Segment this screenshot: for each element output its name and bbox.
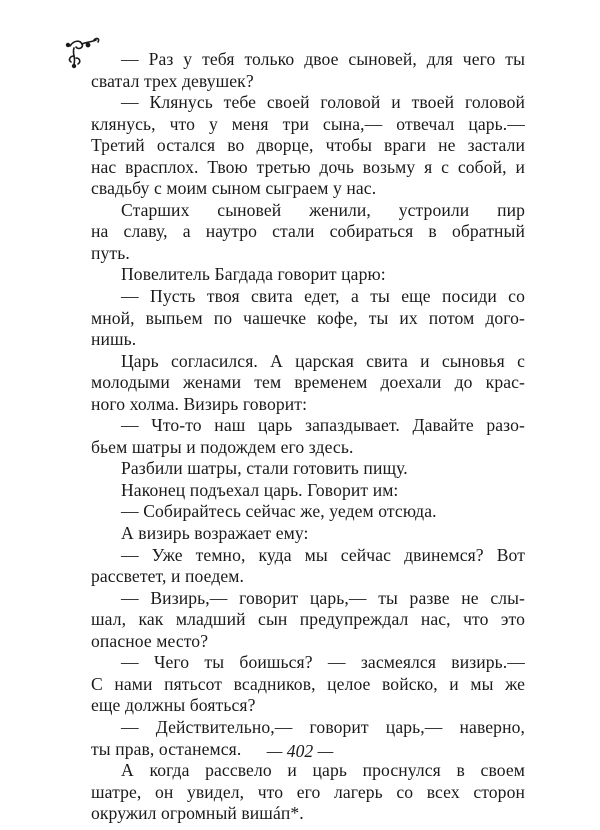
text-line: мной, выпьем по чашечке кофе, ты их потом дого- <box>91 307 525 328</box>
text-line: С нами пятьсот всадников, целое войско, и мы же <box>91 673 525 694</box>
text-line: еще должны бояться? <box>91 695 256 716</box>
text-line: бьем шатры и подождем его здесь. <box>91 436 354 457</box>
text-line: путь. <box>91 242 130 263</box>
text-line: А когда рассвело и царь проснулся в своем <box>121 760 525 781</box>
text-line: — Визирь,— говорит царь,— ты разве не слы- <box>121 587 525 608</box>
text-line: ты прав, останемся. <box>91 738 242 759</box>
text-line: шал, как младший сын предупреждал нас, что это <box>91 609 525 630</box>
text-line: клянусь, что у меня три сына,— отвечал царь.— <box>91 113 525 134</box>
text-line: Повелитель Багдада говорит царю: <box>121 264 386 285</box>
text-line: нишь. <box>91 329 137 350</box>
text-line: — Пусть твоя свита едет, а ты еще посиди со <box>121 286 525 307</box>
text-line: — Уже темно, куда мы сейчас двинемся? Вот <box>121 544 525 565</box>
text-line: — Чего ты боишься? — засмеялся визирь.— <box>121 652 525 673</box>
text-line: Старших сыновей женили, устроили пир <box>121 199 525 220</box>
text-line: Царь согласился. А царская свита и сыновья с <box>121 350 525 371</box>
text-line: Третий остался во дворце, чтобы враги не застали <box>91 135 525 156</box>
text-line: сватал трех девушек? <box>91 70 254 91</box>
body-text <box>91 49 525 825</box>
text-line: окружил огромный вишáп*. <box>91 803 304 824</box>
text-line: рассветет, и поедем. <box>91 566 245 587</box>
text-line: — Раз у тебя только двое сыновей, для чего ты <box>121 49 525 69</box>
page-number: — 402 — <box>266 741 334 761</box>
text-line: — Действительно,— говорит царь,— наверно, <box>121 716 525 737</box>
text-line: — Клянусь тебе своей головой и твоей головой <box>121 92 525 113</box>
text-line: Наконец подъехал царь. Говорит им: <box>121 479 399 500</box>
text-line: — Что-то наш царь запаздывает. Давайте разо- <box>121 415 525 436</box>
text-line: молодыми женами тем временем доехали до крас- <box>91 372 525 393</box>
text-line: на славу, а наутро стали собираться в обратный <box>91 221 525 242</box>
text-line: — Собирайтесь сейчас же, уедем отсюда. <box>121 501 437 522</box>
text-line: нас врасплох. Твою третью дочь возьму я с собой, и <box>91 156 525 177</box>
text-line: свадьбу с моим сыном сыграем у нас. <box>91 178 377 199</box>
text-line: Разбили шатры, стали готовить пищу. <box>121 458 408 479</box>
text-line: ного холма. Визирь говорит: <box>91 393 308 414</box>
text-line: А визирь возражает ему: <box>121 523 309 544</box>
text-line: шатре, он увидел, что его лагерь со всех сторон <box>91 781 525 802</box>
text-line: опасное место? <box>91 630 209 651</box>
